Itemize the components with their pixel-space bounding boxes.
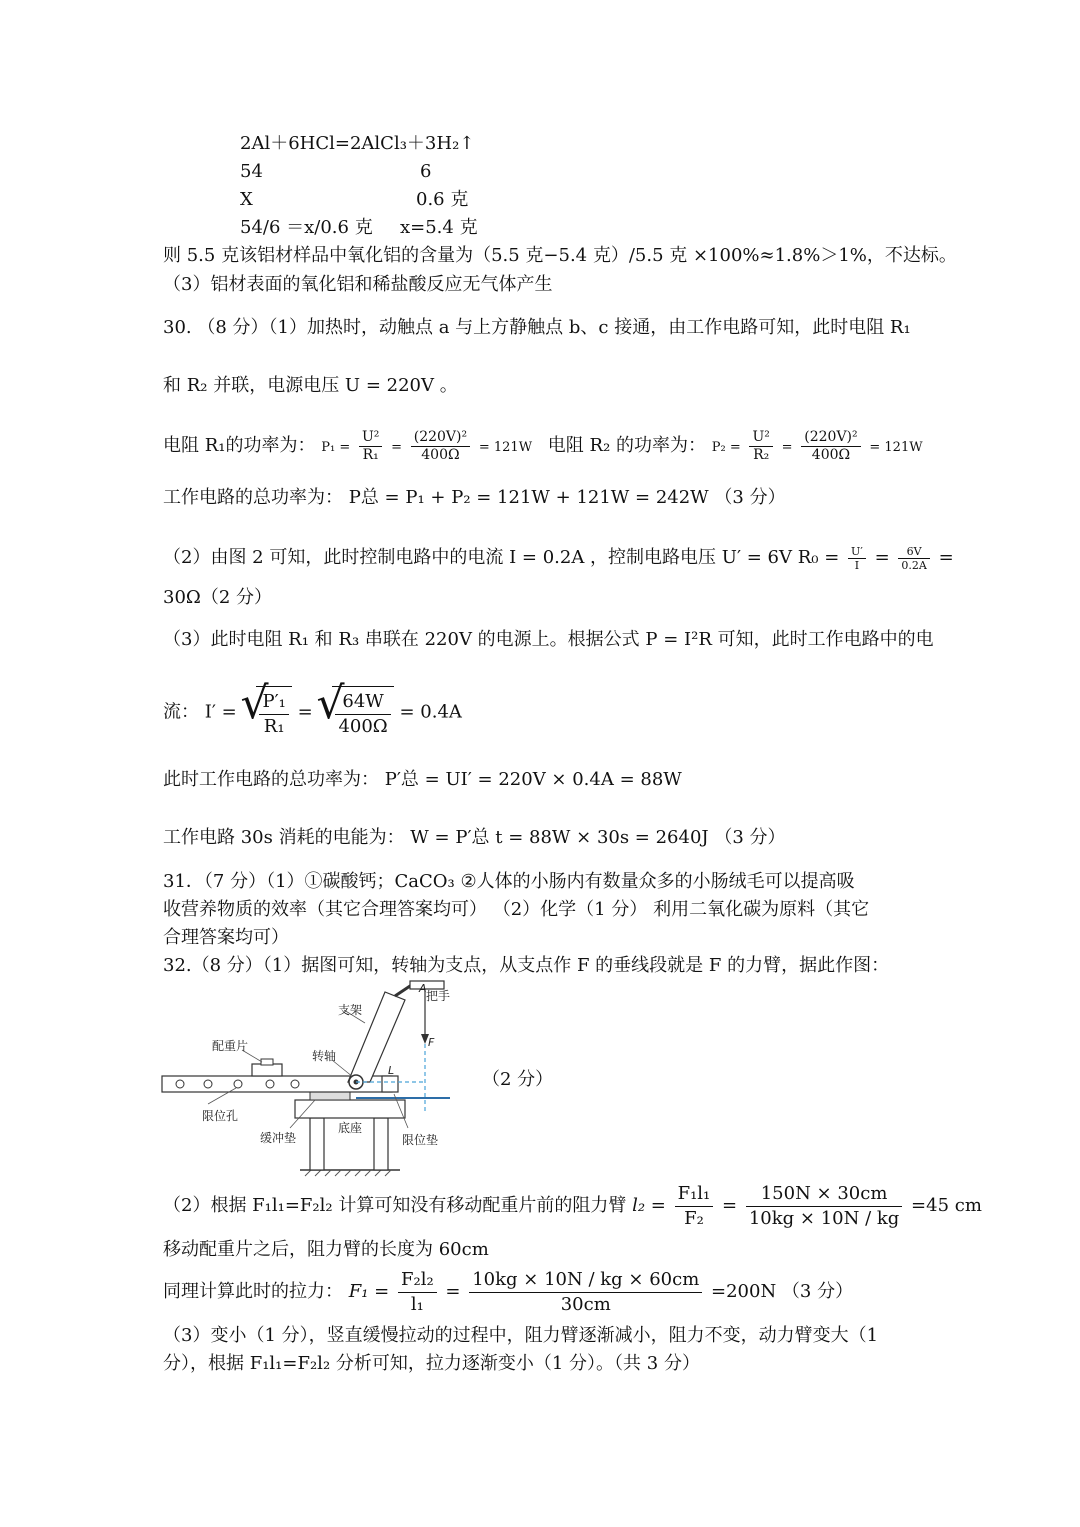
r0-tail: = bbox=[938, 547, 954, 568]
q30-total-power-2: 此时工作电路的总功率为： P′总 = UI′ = 220V × 0.4A = 88W bbox=[163, 769, 682, 790]
l2-num: F₁l₁ bbox=[675, 1182, 714, 1207]
l2-den: F₂ bbox=[684, 1207, 704, 1229]
q31-line3: 合理答案均可） bbox=[163, 927, 289, 948]
r0-eq: = bbox=[874, 547, 890, 568]
label-hole: 限位孔 bbox=[202, 1109, 239, 1123]
label-bracket: 支架 bbox=[338, 1003, 363, 1017]
label-stop: 限位垫 bbox=[402, 1133, 439, 1147]
q32-calc-lead: 同理计算此时的拉力： bbox=[163, 1281, 343, 1302]
chem-equation: 2Al＋6HCl=2AlCl₃＋3H₂↑ bbox=[240, 133, 475, 154]
q30-energy: 工作电路 30s 消耗的电能为： W = P′总 t = 88W × 30s = 2640J （3 分） bbox=[163, 827, 786, 848]
l2-frac-symbolic bbox=[675, 1182, 714, 1231]
p1-den: R₁ bbox=[362, 446, 379, 463]
f1-eq: = bbox=[445, 1281, 461, 1302]
p1-lhs: P₁ = bbox=[321, 440, 351, 455]
base-top bbox=[295, 1100, 405, 1118]
q32-part2-line bbox=[163, 1180, 982, 1232]
q30-part2-line2: 30Ω（2 分） bbox=[163, 587, 273, 608]
label-axis: 转轴 bbox=[312, 1049, 337, 1063]
q32-part3-line1: （3）变小（1 分），竖直缓慢拉动的过程中，阻力臂逐渐减小，阻力不变，动力臂变大（1 bbox=[163, 1325, 879, 1346]
cur-den2: 400Ω bbox=[338, 715, 388, 737]
r0-den2: 0.2A bbox=[901, 558, 927, 572]
f1-frac-symbolic bbox=[398, 1268, 437, 1317]
p1-result: = 121W bbox=[478, 440, 533, 455]
handle-grip bbox=[410, 981, 444, 989]
r0-frac-numeric bbox=[898, 545, 929, 572]
f1-num: F₂l₂ bbox=[398, 1268, 437, 1293]
f1-num2: 10kg × 10N / kg × 60cm bbox=[469, 1268, 702, 1293]
cushion-pad bbox=[310, 1092, 350, 1100]
l2-result: =45 cm bbox=[911, 1195, 982, 1216]
r0-den: I bbox=[854, 558, 860, 572]
p2-lhs: P₂ = bbox=[711, 440, 741, 455]
p1-num2: (220V)² bbox=[411, 429, 470, 447]
q31-line2: 收营养物质的效率（其它合理答案均可） （2）化学（1 分） 利用二氧化碳为原料（其它 bbox=[163, 899, 870, 920]
q32-move: 移动配重片之后，阻力臂的长度为 60cm bbox=[163, 1239, 489, 1260]
f1-den2: 30cm bbox=[560, 1293, 611, 1315]
p2-num: U² bbox=[749, 429, 772, 447]
q32-diagram-score: （2 分） bbox=[482, 1069, 554, 1090]
base-leg-right bbox=[374, 1118, 388, 1170]
f1-frac-numeric bbox=[469, 1268, 702, 1317]
q30-current-line bbox=[163, 686, 462, 736]
l2-lhs: l₂ = bbox=[632, 1195, 666, 1216]
cur-eq: = bbox=[297, 701, 313, 723]
lever-diagram bbox=[160, 978, 460, 1178]
cur-result: = 0.4A bbox=[399, 701, 462, 723]
cur-num: √ P′₁ bbox=[259, 690, 288, 715]
label-A: A bbox=[419, 982, 427, 995]
q32-part2-lead: （2）根据 F₁l₁=F₂l₂ 计算可知没有移动配重片前的阻力臂 bbox=[163, 1195, 627, 1216]
q30-line1: 30. （8 分）（1）加热时，动触点 a 与上方静触点 b、c 接通，由工作电路可知，此时电阻 R₁ bbox=[163, 317, 911, 338]
f1-lhs: F₁ = bbox=[348, 1281, 390, 1302]
label-F: F bbox=[428, 1036, 435, 1049]
cur-sqrt-numeric bbox=[318, 686, 393, 739]
p1-den2: 400Ω bbox=[421, 446, 460, 463]
l2-den2: 10kg × 10N / kg bbox=[748, 1207, 900, 1229]
ground-hatch bbox=[305, 1170, 391, 1176]
cur-label: 流： I′ = bbox=[163, 701, 237, 723]
label-cushion: 缓冲垫 bbox=[260, 1131, 297, 1145]
counterweight bbox=[252, 1064, 282, 1076]
p2-label: 电阻 R₂ 的功率为： bbox=[547, 435, 707, 456]
r0-frac-symbolic bbox=[848, 545, 866, 572]
q30-part2-line1 bbox=[163, 538, 954, 578]
cur-den: R₁ bbox=[263, 715, 285, 737]
q32-part3-line2: 分），根据 F₁l₁=F₂l₂ 分析可知，拉力逐渐变小（1 分）。（共 3 分） bbox=[163, 1353, 700, 1374]
r0-num: U′ bbox=[848, 545, 866, 559]
p2-den2: 400Ω bbox=[811, 446, 851, 463]
label-weight: 配重片 bbox=[212, 1039, 249, 1053]
p2-frac-symbolic bbox=[749, 429, 772, 464]
label-handle: 把手 bbox=[425, 989, 450, 1003]
chem-q3: （3）铝材表面的氧化铝和稀盐酸反应无气体产生 bbox=[163, 274, 553, 295]
label-base: 底座 bbox=[338, 1121, 363, 1135]
p1-label: 电阻 R₁的功率为： bbox=[163, 435, 316, 456]
chem-x-result: x=5.4 克 bbox=[400, 217, 478, 238]
p1-frac-symbolic bbox=[359, 429, 382, 464]
q30-total-power: 工作电路的总功率为： P总 = P₁ + P₂ = 121W + 121W = 242W （3 分） bbox=[163, 487, 786, 508]
stop-pad bbox=[382, 1076, 398, 1092]
q30-line2: 和 R₂ 并联，电源电压 U = 220V 。 bbox=[163, 375, 458, 396]
cur-sqrt-symbolic bbox=[242, 686, 291, 739]
chem-x: X bbox=[240, 189, 253, 210]
chem-0.6: 0.6 克 bbox=[416, 189, 469, 210]
cur-num2: √ 64W bbox=[335, 690, 390, 715]
f1-result: =200N （3 分） bbox=[711, 1281, 854, 1302]
q32-line1: 32.（8 分）（1）据图可知，转轴为支点，从支点作 F 的垂线段就是 F 的力臂，据此作图： bbox=[163, 955, 890, 976]
q30-part3-line1: （3）此时电阻 R₁ 和 R₃ 串联在 220V 的电源上。根据公式 P = I²R 可知，此时工作电路中的电 bbox=[163, 629, 934, 650]
p2-frac-numeric bbox=[801, 429, 860, 464]
label-L: L bbox=[388, 1064, 395, 1077]
q30-part2-text: （2）由图 2 可知，此时控制电路中的电流 I = 0.2A ，控制电路电压 U′ = 6V R₀ = bbox=[163, 547, 840, 568]
f1-den: l₁ bbox=[410, 1293, 424, 1315]
q32-f1-line bbox=[163, 1266, 853, 1318]
chem-mass-54: 54 bbox=[240, 161, 263, 182]
p1-frac-numeric bbox=[411, 429, 470, 464]
q30-power-line: 电阻 R₁的功率为： P₁ = $\frac{\text{U²}}{\text{R₁}}$ = $\frac{\text{(220V)²}}{400\Omega}$ = 121W 电阻 R₂ 的功率为： P₂ = $\frac{\text{U²}}{\text{R₂}}$ = $\frac{\text{(220V)²}}{400\Omega}$ = 121W bbox=[163, 428, 923, 463]
q31-line1: 31．（7 分）（1）①碳酸钙；CaCO₃ ②人体的小肠内有数量众多的小肠绒毛可以提高吸 bbox=[163, 871, 855, 892]
chem-conclusion: 则 5.5 克该铝材样品中氧化铝的含量为（5.5 克−5.4 克）/5.5 克 ×100%≈1.8%＞1%，不达标。 bbox=[163, 245, 957, 266]
chem-proportion: 54/6 ＝x/0.6 克 bbox=[240, 217, 373, 238]
r0-num2: 6V bbox=[898, 545, 929, 559]
p2-den: R₂ bbox=[753, 446, 770, 463]
p1-num: U² bbox=[359, 429, 382, 447]
l2-num2: 150N × 30cm bbox=[746, 1182, 902, 1207]
base-leg-left bbox=[310, 1118, 324, 1170]
l2-frac-numeric bbox=[746, 1182, 902, 1231]
l2-eq: = bbox=[722, 1195, 738, 1216]
p2-num2: (220V)² bbox=[801, 429, 860, 447]
p2-result: = 121W bbox=[869, 440, 923, 455]
chem-mass-6: 6 bbox=[420, 161, 432, 182]
